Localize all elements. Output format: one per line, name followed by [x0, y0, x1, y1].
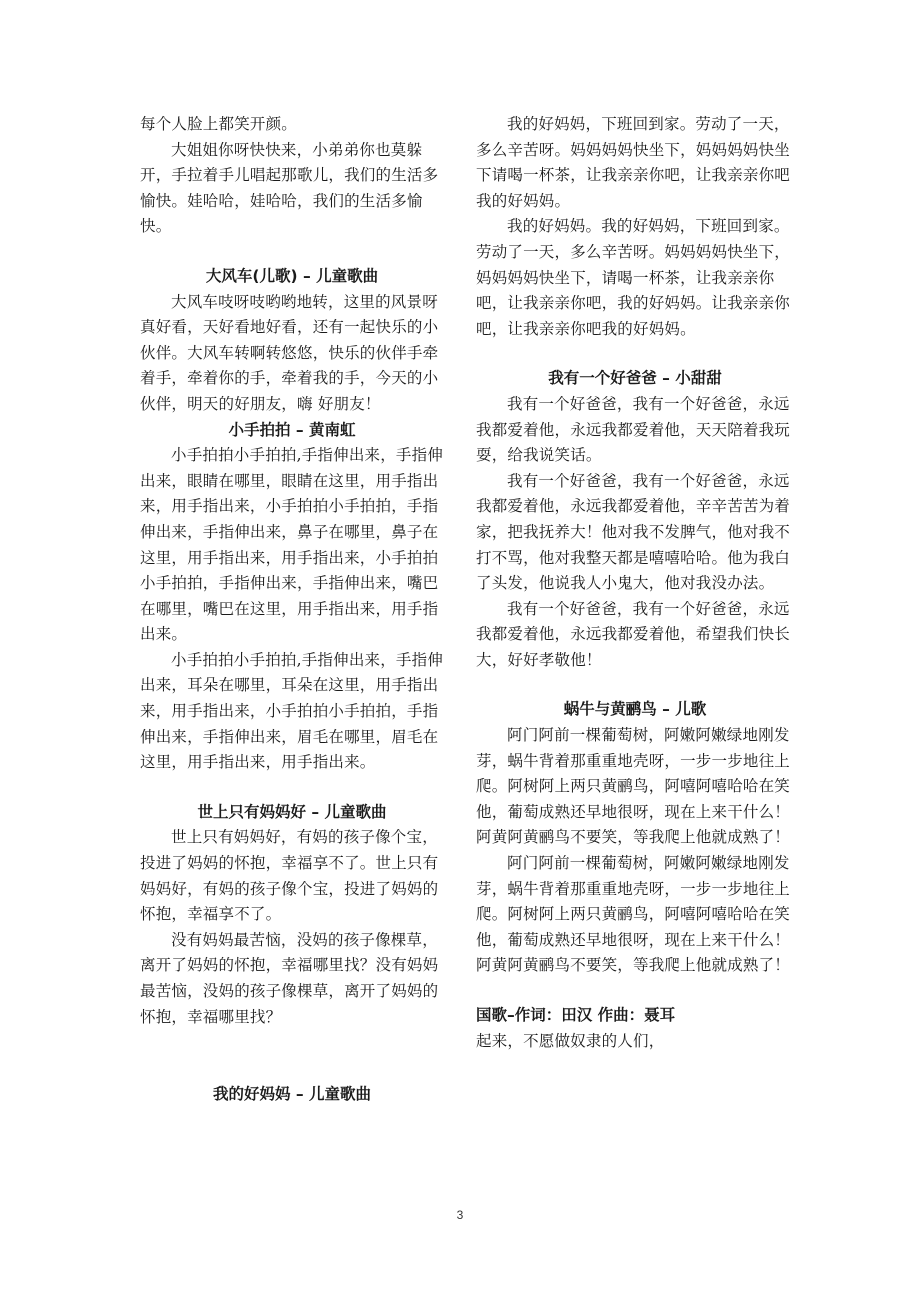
- left-column: [140, 112, 444, 1108]
- song-title-guoge: 国歌–作词：田汉 作曲：聂耳: [476, 1006, 676, 1024]
- right-column: [476, 112, 794, 1054]
- paragraph: 我有一个好爸爸，我有一个好爸爸，永远我都爱着他，永远我都爱着他，希望我们快长大，好好孝敬他！: [476, 599, 791, 669]
- spacer: [476, 673, 794, 697]
- paragraph: 我有一个好爸爸，我有一个好爸爸，永远我都爱着他，永远我都爱着他，天天陪着我玩耍，给我说笑话。: [476, 394, 791, 465]
- song-title-dafengche: 大风车(儿歌) – 儿童歌曲: [205, 266, 379, 285]
- paragraph: 我有一个好爸爸，我有一个好爸爸，永远我都爱着他，永远我都爱着他，辛辛苦苦为着家，把我抚养大！他对我不发脾气，他对我不打不骂，他对我整天都是嘻嘻哈哈。他为我白了头发，他说我人小鬼大，他对我没办法。: [476, 471, 791, 593]
- paragraph: 我的好妈妈，下班回到家。劳动了一天，多么辛苦呀。妈妈妈妈快坐下，妈妈妈妈快坐下请喝一杯茶，让我亲亲你吧，让我亲亲你吧 我的好妈妈。: [476, 115, 791, 210]
- spacer: [140, 1030, 444, 1082]
- spacer: [476, 342, 794, 366]
- spacer: [140, 240, 444, 264]
- paragraph: 起来，不愿做奴隶的人们，: [476, 1031, 665, 1050]
- paragraph: 每个人脸上都笑开颜。: [140, 115, 298, 133]
- paragraph: 世上只有妈妈好，有妈的孩子像个宝，投进了妈妈的怀抱，幸福享不了。世上只有妈妈好，有妈的孩子像个宝，投进了妈妈的怀抱，幸福享不了。: [140, 828, 439, 924]
- spacer: [140, 776, 444, 800]
- paragraph: 小手拍拍小手拍拍,手指伸出来，手指伸出来，眼睛在哪里，眼睛在这里，用手指出来，用手指出来，小手拍拍小手拍拍，手指伸出来，手指伸出来，鼻子在哪里，鼻子在这里，用手指出来，用手指出来，小手拍拍小手拍拍，手指伸出来，手指伸出来，嘴巴在哪里，嘴巴在这里，用手指出来，用手指出来。: [140, 446, 444, 644]
- paragraph: 没有妈妈最苦恼，没妈的孩子像棵草，离开了妈妈的怀抱，幸福哪里找？没有妈妈最苦恼，没妈的孩子像棵草，离开了妈妈的怀抱，幸福哪里找？: [140, 930, 439, 1026]
- paragraph: 小手拍拍小手拍拍,手指伸出来，手指伸出来，耳朵在哪里，耳朵在这里，用手指出来，用手指出来，小手拍拍小手拍拍，手指伸出来，手指伸出来，眉毛在哪里，眉毛在这里，用手指出来，用手指出来。: [140, 650, 444, 772]
- spacer: [476, 979, 794, 1003]
- song-title-xiaoshou: 小手拍拍 – 黄南虹: [228, 420, 356, 439]
- song-title-shishang: 世上只有妈妈好 – 儿童歌曲: [197, 802, 387, 821]
- paragraph: 大姐姐你呀快快来，小弟弟你也莫躲开，手拉着手儿唱起那歌儿，我们的生活多愉快。娃哈哈，娃哈哈，我们的生活多愉快。: [140, 140, 439, 236]
- page-number: 3: [456, 1208, 464, 1222]
- song-title-baba: 我有一个好爸爸 – 小甜甜: [548, 369, 722, 388]
- paragraph: 阿门阿前一棵葡萄树，阿嫩阿嫩绿地刚发芽，蜗牛背着那重重地壳呀，一步一步地往上爬。阿树阿上两只黄鹂鸟，阿嘻阿嘻哈哈在笑他，葡萄成熟还早地很呀，现在上来干什么！阿黄阿黄鹂鸟不要笑，等我爬上他就成熟了！: [476, 854, 791, 975]
- paragraph: 我的好妈妈。我的好妈妈，下班回到家。劳动了一天，多么辛苦呀。妈妈妈妈快坐下，妈妈妈妈快坐下，请喝一杯茶，让我亲亲你吧，让我亲亲你吧，我的好妈妈。让我亲亲你吧，让我亲亲你吧我的好妈妈。: [476, 217, 791, 338]
- song-title-woniu: 蜗牛与黄鹂鸟 – 儿歌: [563, 700, 707, 719]
- paragraph: 大风车吱呀吱哟哟地转，这里的风景呀真好看，天好看地好看，还有一起快乐的小伙伴。大风车转啊转悠悠，快乐的伙伴手牵着手，牵着你的手，牵着我的手，今天的小伙伴，明天的好朋友，嗨 好朋友！: [140, 292, 439, 413]
- song-title-haomama: 我的好妈妈 – 儿童歌曲: [212, 1085, 372, 1104]
- paragraph: 阿门阿前一棵葡萄树，阿嫩阿嫩绿地刚发芽，蜗牛背着那重重地壳呀，一步一步地往上爬。阿树阿上两只黄鹂鸟，阿嘻阿嘻哈哈在笑他，葡萄成熟还早地很呀，现在上来干什么！阿黄阿黄鹂鸟不要笑，等我爬上他就成熟了！: [476, 726, 791, 847]
